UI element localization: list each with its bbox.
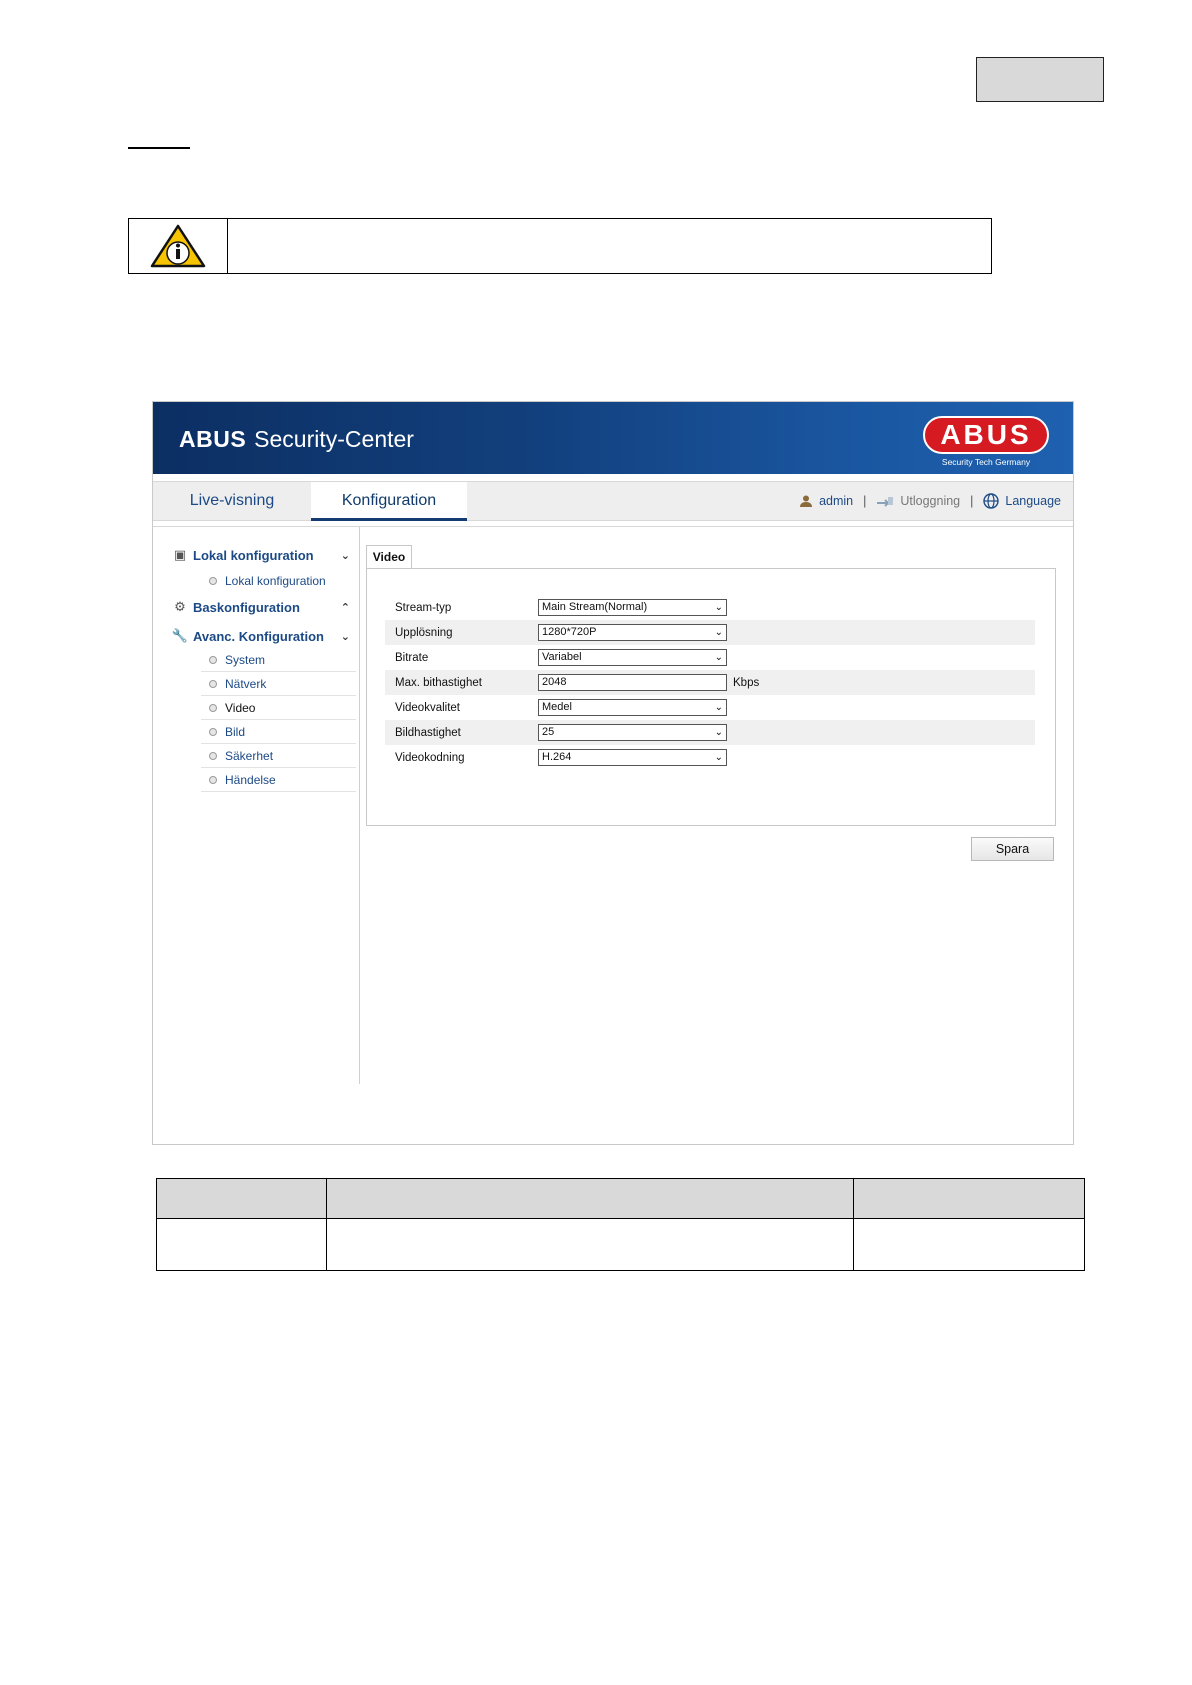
form-row-video-encoding xyxy=(385,745,1035,770)
video-settings-panel xyxy=(366,568,1056,826)
info-icon-cell xyxy=(129,219,228,273)
field-label: Max. bithastighet xyxy=(395,676,482,689)
sidebar-section-label: Lokal konfiguration xyxy=(193,547,314,563)
table-header-cell xyxy=(157,1179,327,1219)
sidebar-section-basic[interactable] xyxy=(171,593,356,621)
video-quality-select[interactable] xyxy=(538,699,727,716)
sidebar-item-local-config[interactable] xyxy=(201,569,356,593)
table-header-cell xyxy=(327,1179,854,1219)
max-bitrate-input[interactable] xyxy=(538,674,727,691)
app-title-rest: Security-Center xyxy=(254,426,414,452)
username-link[interactable]: admin xyxy=(819,494,854,508)
table-cell xyxy=(327,1219,854,1271)
sidebar-item-label: Video xyxy=(225,700,256,715)
select-value: H.264 xyxy=(542,751,572,763)
select-value: Medel xyxy=(542,701,572,713)
bullet-icon xyxy=(209,680,217,688)
select-value: 25 xyxy=(542,726,555,738)
tab-configuration[interactable]: Konfiguration xyxy=(311,482,467,521)
chevron-down-icon: ⌄ xyxy=(714,752,723,763)
chevron-down-icon: ⌄ xyxy=(714,627,723,638)
bullet-icon xyxy=(209,656,217,664)
top-navigation xyxy=(153,481,1073,521)
save-button[interactable]: Spara xyxy=(971,837,1054,861)
user-icon xyxy=(799,494,813,508)
select-value: Main Stream(Normal) xyxy=(542,601,648,613)
field-label: Upplösning xyxy=(395,626,453,639)
header-banner xyxy=(153,402,1073,474)
field-label: Bitrate xyxy=(395,651,429,664)
sidebar-item-image[interactable] xyxy=(201,720,356,744)
table-cell xyxy=(854,1219,1085,1271)
sidebar-item-network[interactable] xyxy=(201,672,356,696)
wrench-icon: 🔧 xyxy=(171,628,189,643)
input-value: 2048 xyxy=(542,676,567,688)
globe-icon xyxy=(983,493,999,509)
gear-icon: ⚙ xyxy=(174,599,186,614)
sidebar-section-label: Baskonfiguration xyxy=(193,599,300,615)
separator: | xyxy=(970,494,974,508)
bullet-icon xyxy=(209,776,217,784)
separator: | xyxy=(863,494,867,508)
table-cell xyxy=(157,1219,327,1271)
sidebar-item-security[interactable] xyxy=(201,744,356,768)
field-label: Videokodning xyxy=(395,751,465,764)
logout-icon xyxy=(876,495,894,507)
table-row xyxy=(157,1219,1085,1271)
frame-rate-select[interactable] xyxy=(538,724,727,741)
monitor-icon: ▣ xyxy=(173,547,187,562)
warning-info-icon xyxy=(149,223,207,269)
field-label: Videokvalitet xyxy=(395,701,460,714)
sidebar xyxy=(153,527,360,1084)
language-link[interactable]: Language xyxy=(1005,494,1061,508)
content-area xyxy=(153,526,1073,1144)
app-title-brand: ABUS xyxy=(179,426,247,452)
form-row-video-quality xyxy=(385,695,1035,720)
bullet-icon xyxy=(209,704,217,712)
select-value: Variabel xyxy=(542,651,582,663)
web-ui-screenshot xyxy=(152,401,1074,1145)
chevron-down-icon: ⌄ xyxy=(714,652,723,663)
form-row-max-bitrate xyxy=(385,670,1035,695)
logout-link[interactable]: Utloggning xyxy=(900,494,961,508)
chevron-down-icon: ⌄ xyxy=(340,630,350,643)
bullet-icon xyxy=(209,728,217,736)
resolution-select[interactable] xyxy=(538,624,727,641)
sidebar-item-label: System xyxy=(225,652,266,667)
field-label: Bildhastighet xyxy=(395,726,461,739)
sidebar-item-video[interactable] xyxy=(201,696,356,720)
chevron-down-icon: ⌄ xyxy=(714,727,723,738)
bitrate-select[interactable] xyxy=(538,649,727,666)
table-header-cell xyxy=(854,1179,1085,1219)
field-label: Stream-typ xyxy=(395,601,452,614)
chevron-down-icon: ⌄ xyxy=(714,602,723,613)
parameter-table xyxy=(156,1178,1085,1271)
sidebar-section-label: Avanc. Konfiguration xyxy=(193,628,324,644)
unit-label: Kbps xyxy=(733,676,760,689)
sidebar-item-label: Säkerhet xyxy=(225,748,274,763)
sidebar-section-advanced[interactable] xyxy=(171,622,356,650)
sidebar-item-label: Händelse xyxy=(225,772,276,787)
chevron-down-icon: ⌄ xyxy=(340,549,350,562)
form-row-bitrate xyxy=(385,645,1035,670)
info-note-box xyxy=(128,218,992,274)
form-row-frame-rate xyxy=(385,720,1035,745)
select-value: 1280*720P xyxy=(542,626,597,638)
heading-underline xyxy=(128,147,190,149)
sidebar-item-system[interactable] xyxy=(201,648,356,672)
video-encoding-select[interactable] xyxy=(538,749,727,766)
bullet-icon xyxy=(209,577,217,585)
bullet-icon xyxy=(209,752,217,760)
form-row-stream-type xyxy=(385,595,1035,620)
sidebar-item-event[interactable] xyxy=(201,768,356,792)
app-title xyxy=(179,426,414,453)
form-row-resolution xyxy=(385,620,1035,645)
sidebar-item-label: Nätverk xyxy=(225,676,267,691)
chevron-up-icon: ⌃ xyxy=(340,601,350,614)
sidebar-item-label: Bild xyxy=(225,724,246,739)
abus-logo: ABUS xyxy=(923,416,1049,454)
sidebar-item-label: Lokal konfiguration xyxy=(225,574,326,588)
page-tag-box xyxy=(976,57,1104,102)
table-header-row xyxy=(157,1179,1085,1219)
chevron-down-icon: ⌄ xyxy=(714,702,723,713)
sidebar-section-local[interactable] xyxy=(171,541,356,569)
stream-type-select[interactable] xyxy=(538,599,727,616)
user-bar xyxy=(799,493,1061,509)
abus-logo-tagline: Security Tech Germany xyxy=(941,457,1031,467)
tab-live-view[interactable]: Live-visning xyxy=(189,492,275,509)
tab-video[interactable]: Video xyxy=(366,545,412,569)
